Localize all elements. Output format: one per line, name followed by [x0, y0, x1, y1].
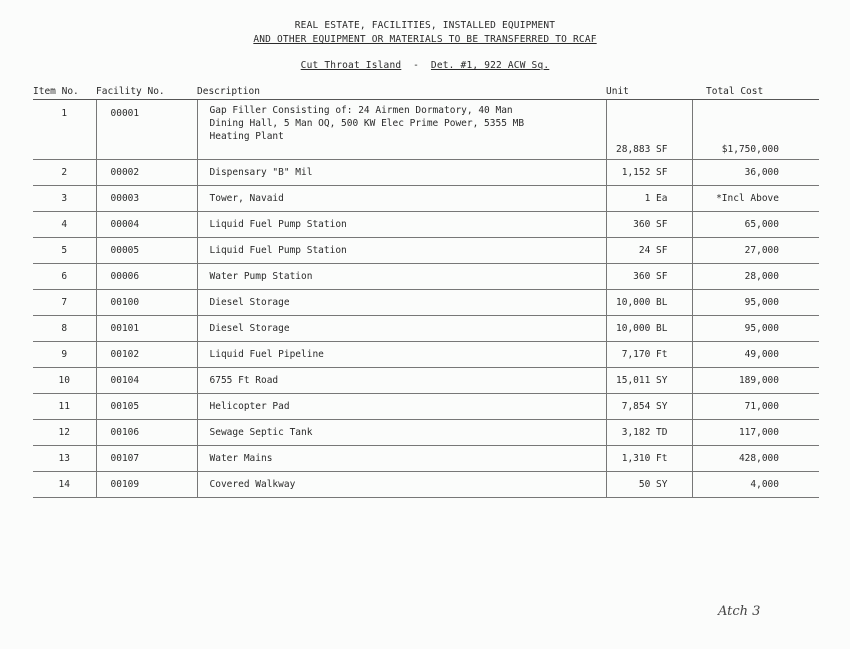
- unit-cell: [606, 186, 692, 212]
- facility-number-cell: [96, 186, 197, 212]
- col-header-description: Description: [197, 83, 606, 100]
- description: Tower, Navaid: [209, 193, 284, 204]
- col-header-item: Item No.: [33, 83, 96, 100]
- facility-number-cell: [96, 368, 197, 394]
- item-number: 3: [61, 193, 68, 204]
- facility-number-cell: [96, 264, 197, 290]
- total-cost-cell: [692, 446, 819, 472]
- description: Diesel Storage: [209, 323, 290, 334]
- item-number: 14: [58, 479, 70, 490]
- unit-cell: [606, 212, 692, 238]
- item-number: 9: [61, 349, 68, 360]
- table-row: [33, 446, 819, 472]
- total-cost-cell: [692, 420, 819, 446]
- table-row: [33, 394, 819, 420]
- col-header-facility: Facility No.: [96, 83, 197, 100]
- unit: 7,854 SY: [621, 401, 668, 412]
- facility-number: 00106: [110, 427, 140, 438]
- item-number: 4: [61, 219, 68, 230]
- facility-number: 00101: [110, 323, 140, 334]
- facility-number: 00002: [110, 167, 140, 178]
- item-number: 10: [58, 375, 70, 386]
- facility-number-cell: [96, 420, 197, 446]
- total-cost-cell: [692, 472, 819, 498]
- description-cell: [197, 100, 606, 160]
- facility-number-cell: [96, 290, 197, 316]
- facility-number-cell: [96, 160, 197, 186]
- unit: 28,883 SF: [616, 144, 668, 155]
- item-number-cell: [33, 342, 96, 368]
- unit: 50 SY: [638, 479, 668, 490]
- unit-cell: [606, 446, 692, 472]
- item-number-cell: [33, 394, 96, 420]
- description: 6755 Ft Road: [209, 375, 279, 386]
- total-cost: *Incl Above: [716, 193, 779, 204]
- table-row: [33, 420, 819, 446]
- item-number-cell: [33, 160, 96, 186]
- description: Dispensary "B" Mil: [209, 167, 313, 178]
- transfer-table: [33, 83, 819, 498]
- item-number: 5: [61, 245, 68, 256]
- description: Covered Walkway: [209, 479, 296, 490]
- facility-number: 00006: [110, 271, 140, 282]
- total-cost-cell: [692, 342, 819, 368]
- total-cost-cell: [692, 290, 819, 316]
- total-cost: 4,000: [750, 479, 779, 490]
- item-number: 1: [61, 108, 68, 119]
- table-row: [33, 264, 819, 290]
- table-header-row: [33, 83, 819, 100]
- item-number-cell: [33, 446, 96, 472]
- table-row: [33, 316, 819, 342]
- facility-number-cell: [96, 212, 197, 238]
- unit: 10,000 BL: [616, 297, 668, 308]
- table-row: [33, 238, 819, 264]
- table-row: [33, 186, 819, 212]
- unit: 1 Ea: [644, 193, 668, 204]
- total-cost: 65,000: [744, 219, 779, 230]
- facility-number: 00102: [110, 349, 140, 360]
- unit-cell: [606, 264, 692, 290]
- description: Liquid Fuel Pump Station: [209, 219, 347, 230]
- total-cost-cell: [692, 264, 819, 290]
- unit: 15,011 SY: [616, 375, 668, 386]
- handwritten-annotation: Atch 3: [718, 604, 761, 619]
- description-cell: [197, 160, 606, 186]
- total-cost: $1,750,000: [721, 144, 779, 155]
- facility-number: 00003: [110, 193, 140, 204]
- unit-cell: [606, 316, 692, 342]
- facility-number: 00104: [110, 375, 140, 386]
- total-cost: 27,000: [744, 245, 779, 256]
- total-cost-cell: [692, 100, 819, 160]
- total-cost-cell: [692, 186, 819, 212]
- item-number-cell: [33, 186, 96, 212]
- item-number-cell: [33, 212, 96, 238]
- item-number: 8: [61, 323, 68, 334]
- facility-number-cell: [96, 472, 197, 498]
- total-cost: 95,000: [744, 323, 779, 334]
- table-row: [33, 368, 819, 394]
- location-separator: -: [413, 60, 420, 71]
- title-line-2: AND OTHER EQUIPMENT OR MATERIALS TO BE TRANSFERRED TO RCAF: [253, 34, 597, 45]
- description: Liquid Fuel Pipeline: [209, 349, 324, 360]
- item-number-cell: [33, 290, 96, 316]
- unit: 24 SF: [638, 245, 668, 256]
- total-cost: 36,000: [744, 167, 779, 178]
- description: Gap Filler Consisting of: 24 Airmen Dormatory, 40 Man Dining Hall, 5 Man OQ, 500 KW Elec Prime Power, 5355 MB Heating Plant: [209, 105, 525, 142]
- facility-number-cell: [96, 316, 197, 342]
- item-number-cell: [33, 264, 96, 290]
- unit-cell: [606, 290, 692, 316]
- description-cell: [197, 472, 606, 498]
- description: Water Pump Station: [209, 271, 313, 282]
- item-number: 7: [61, 297, 68, 308]
- description-cell: [197, 446, 606, 472]
- unit: 1,152 SF: [621, 167, 668, 178]
- description-cell: [197, 264, 606, 290]
- total-cost: 428,000: [738, 453, 779, 464]
- item-number: 2: [61, 167, 68, 178]
- total-cost-cell: [692, 394, 819, 420]
- description-cell: [197, 368, 606, 394]
- total-cost: 117,000: [738, 427, 779, 438]
- unit-cell: [606, 342, 692, 368]
- unit-cell: [606, 368, 692, 394]
- description: Water Mains: [209, 453, 273, 464]
- description-cell: [197, 186, 606, 212]
- description-cell: [197, 394, 606, 420]
- facility-number: 00005: [110, 245, 140, 256]
- table-row: [33, 472, 819, 498]
- col-header-unit: Unit: [606, 83, 692, 100]
- detachment-name: Det. #1, 922 ACW Sq.: [430, 60, 550, 71]
- col-header-total: Total Cost: [692, 83, 819, 100]
- description: Diesel Storage: [209, 297, 290, 308]
- total-cost: 49,000: [744, 349, 779, 360]
- description-cell: [197, 238, 606, 264]
- total-cost: 71,000: [744, 401, 779, 412]
- table-row: [33, 290, 819, 316]
- total-cost-cell: [692, 316, 819, 342]
- table-row: [33, 100, 819, 160]
- unit-cell: [606, 394, 692, 420]
- unit: 10,000 BL: [616, 323, 668, 334]
- unit: 360 SF: [633, 271, 668, 282]
- description: Liquid Fuel Pump Station: [209, 245, 347, 256]
- facility-number-cell: [96, 342, 197, 368]
- facility-number: 00105: [110, 401, 140, 412]
- item-number-cell: [33, 420, 96, 446]
- title-line-1: REAL ESTATE, FACILITIES, INSTALLED EQUIPMENT: [294, 20, 556, 31]
- item-number: 13: [58, 453, 70, 464]
- facility-number: 00004: [110, 219, 140, 230]
- unit-cell: [606, 160, 692, 186]
- facility-number-cell: [96, 238, 197, 264]
- table-row: [33, 212, 819, 238]
- unit: 3,182 TD: [621, 427, 668, 438]
- total-cost-cell: [692, 238, 819, 264]
- unit-cell: [606, 100, 692, 160]
- facility-number-cell: [96, 394, 197, 420]
- unit-cell: [606, 238, 692, 264]
- description-cell: [197, 342, 606, 368]
- location-name: Cut Throat Island: [300, 60, 402, 71]
- total-cost-cell: [692, 212, 819, 238]
- total-cost: 28,000: [744, 271, 779, 282]
- description: Sewage Septic Tank: [209, 427, 313, 438]
- total-cost-cell: [692, 368, 819, 394]
- total-cost: 95,000: [744, 297, 779, 308]
- unit: 360 SF: [633, 219, 668, 230]
- item-number: 11: [58, 401, 70, 412]
- description-cell: [197, 212, 606, 238]
- description-cell: [197, 316, 606, 342]
- description: Helicopter Pad: [209, 401, 290, 412]
- facility-number: 00001: [110, 108, 140, 119]
- facility-number-cell: [96, 446, 197, 472]
- facility-number: 00109: [110, 479, 140, 490]
- table-row: [33, 342, 819, 368]
- total-cost: 189,000: [738, 375, 779, 386]
- unit-cell: [606, 472, 692, 498]
- item-number: 6: [61, 271, 68, 282]
- unit: 1,310 Ft: [621, 453, 668, 464]
- description-cell: [197, 290, 606, 316]
- facility-number: 00100: [110, 297, 140, 308]
- description-cell: [197, 420, 606, 446]
- item-number-cell: [33, 316, 96, 342]
- unit-cell: [606, 420, 692, 446]
- total-cost-cell: [692, 160, 819, 186]
- facility-number-cell: [96, 100, 197, 160]
- item-number: 12: [58, 427, 70, 438]
- item-number-cell: [33, 368, 96, 394]
- item-number-cell: [33, 238, 96, 264]
- table-row: [33, 160, 819, 186]
- item-number-cell: [33, 100, 96, 160]
- location-line: [0, 60, 850, 71]
- item-number-cell: [33, 472, 96, 498]
- facility-number: 00107: [110, 453, 140, 464]
- unit: 7,170 Ft: [621, 349, 668, 360]
